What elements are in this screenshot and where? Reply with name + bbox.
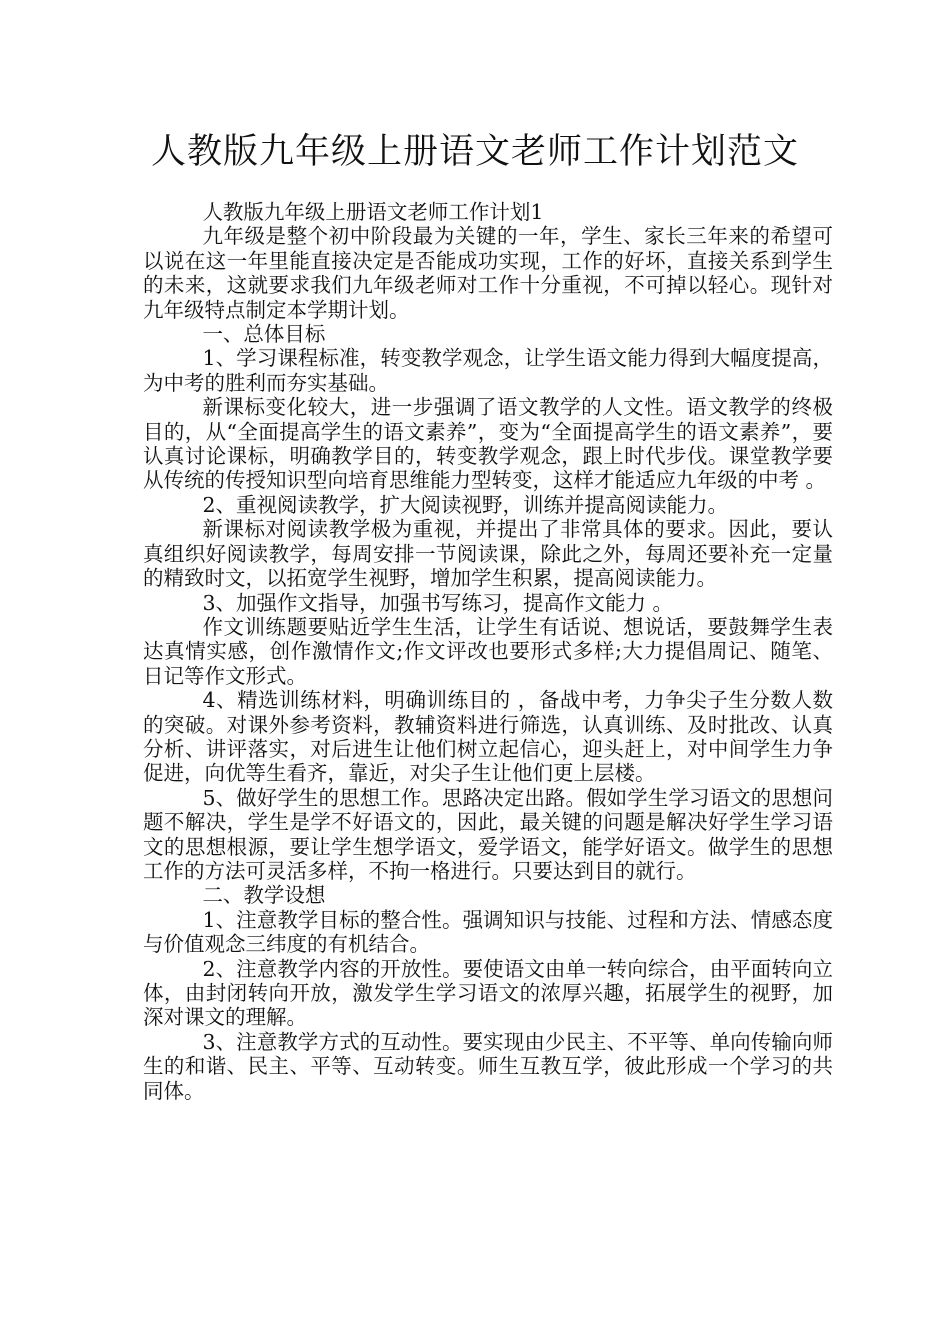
body-paragraph: 九年级是整个初中阶段最为关键的一年，学生、家长三年来的希望可以说在这一年里能直接决定是否能成功实现，工作的好坏，直接关系到学生的未来，这就要求我们九年级老师对工作十分重视，不可掉以轻心。现针对九年级特点制定本学期计划。 xyxy=(143,224,833,322)
body-paragraph: 5、做好学生的思想工作。思路决定出路。假如学生学习语文的思想问题不解决，学生是学不好语文的，因此，最关键的问题是解决好学生学习语文的思想根源，要让学生想学语文，爱学语文，能学好语文。做学生的思想工作的方法可灵活多样，不拘一格进行。只要达到目的就行。 xyxy=(143,785,833,883)
body-paragraph: 1、注意教学目标的整合性。强调知识与技能、过程和方法、情感态度与价值观念三纬度的有机结合。 xyxy=(143,907,833,957)
body-paragraph: 新课标对阅读教学极为重视，并提出了非常具体的要求。因此，要认真组织好阅读教学，每周安排一节阅读课，除此之外，每周还要补充一定量的精致时文，以拓宽学生视野，增加学生积累，提高阅读能力。 xyxy=(143,517,833,591)
document-title: 人教版九年级上册语文老师工作计划范文 xyxy=(150,132,799,172)
section-heading: 二、教学设想 xyxy=(202,883,326,908)
document-body xyxy=(143,200,833,1103)
body-paragraph: 作文训练题要贴近学生生活，让学生有话说、想说话，要鼓舞学生表达真情实感，创作激情作文;作文评改也要形式多样;大力提倡周记、随笔、日记等作文形式。 xyxy=(143,614,833,688)
body-paragraph: 3、注意教学方式的互动性。要实现由少民主、不平等、单向传输向师生的和谐、民主、平等、互动转变。师生互教互学，彼此形成一个学习的共同体。 xyxy=(143,1029,833,1103)
body-paragraph: 新课标变化较大，进一步强调了语文教学的人文性。语文教学的终极目的，从“全面提高学生的语文素养”，变为“全面提高学生的语文素养”，要认真讨论课标，明确教学目的，转变教学观念，跟上时代步伐。课堂教学要从传统的传授知识型向培育思维能力型转变，这样才能适应九年级的中考 。 xyxy=(143,395,833,493)
body-paragraph: 4、精选训练材料，明确训练目的 ，备战中考，力争尖子生分数人数的突破。对课外参考资料，教辅资料进行筛选，认真训练、及时批改、认真分析、讲评落实，对后进生让他们树立起信心，迎头赶上，对中间学生力争促进，向优等生看齐，靠近，对尖子生让他们更上层楼。 xyxy=(143,688,833,786)
subtitle-paragraph: 人教版九年级上册语文老师工作计划1 xyxy=(202,200,544,224)
body-paragraph: 3、加强作文指导，加强书写练习，提高作文能力 。 xyxy=(202,590,673,615)
body-paragraph: 1、学习课程标准，转变教学观念，让学生语文能力得到大幅度提高，为中考的胜利而夯实基础。 xyxy=(143,346,833,395)
body-paragraph: 2、注意教学内容的开放性。要使语文由单一转向综合，由平面转向立体，由封闭转向开放，激发学生学习语文的浓厚兴趣，拓展学生的视野，加深对课文的理解。 xyxy=(143,956,833,1030)
section-heading: 一、总体目标 xyxy=(202,322,326,347)
body-paragraph: 2、重视阅读教学，扩大阅读视野，训练并提高阅读能力。 xyxy=(202,492,728,517)
